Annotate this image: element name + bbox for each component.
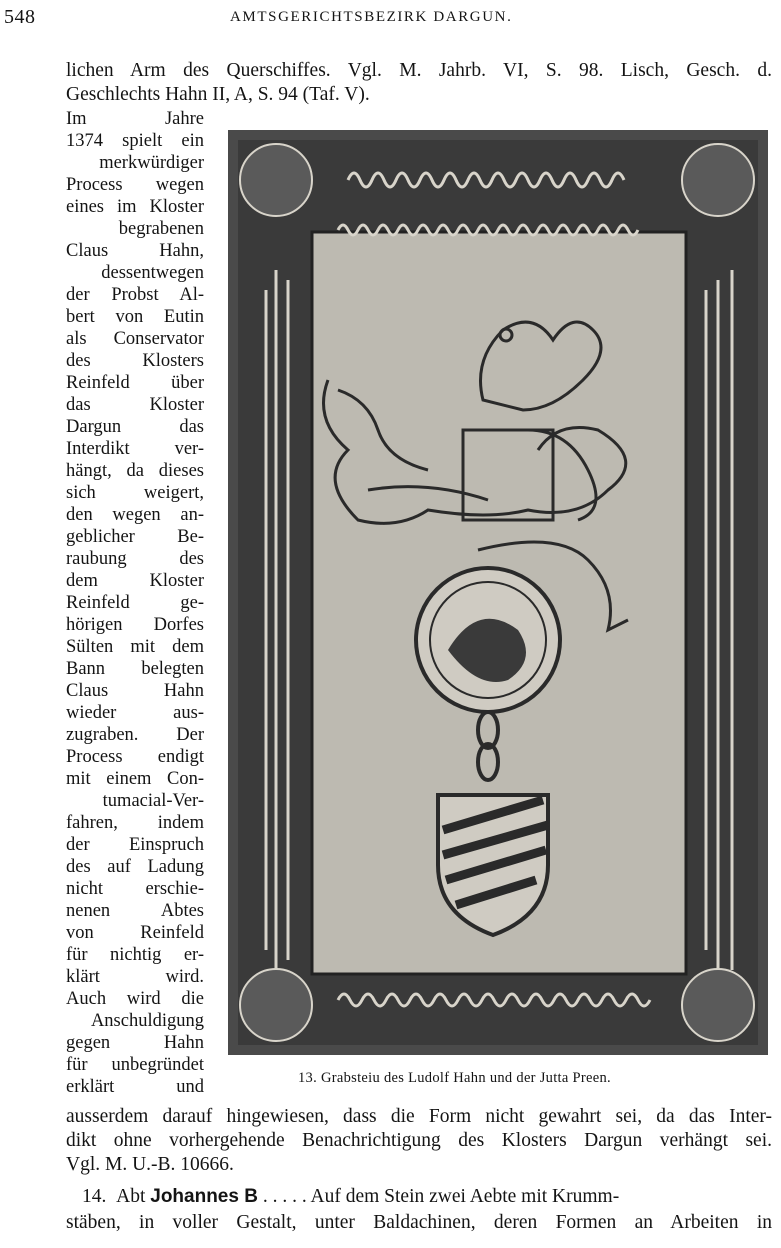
entry-prefix: Abt <box>116 1186 146 1207</box>
side-column-line: dem Kloster <box>66 571 204 591</box>
side-column-line: den wegen an- <box>66 505 204 525</box>
side-column-line: als Conservator <box>66 329 204 349</box>
side-column-line: hörigen Dorfes <box>66 615 204 635</box>
side-column-line: merkwürdiger <box>99 153 204 173</box>
side-column-line: Im Jahre <box>66 109 204 129</box>
page-header <box>0 6 781 32</box>
side-column-line: von Reinfeld <box>66 923 204 943</box>
side-column-line: bert von Eutin <box>66 307 204 327</box>
side-column-line: gegen Hahn <box>66 1033 204 1053</box>
side-column-line: erklärt und <box>66 1077 204 1097</box>
side-column-line: des auf Ladung <box>66 857 204 877</box>
continuation-line-1: ausserdem darauf hingewiesen, dass die Form nicht gewahrt sei, da das Inter- <box>66 1106 772 1127</box>
side-column-line: Sülten mit dem <box>66 637 204 657</box>
side-column-line: für unbegründet <box>66 1055 204 1075</box>
side-column-line: Bann belegten <box>66 659 204 679</box>
entry-name: Johannes B <box>150 1186 258 1207</box>
side-column-line: des Klosters <box>66 351 204 371</box>
side-column-line: dessentwegen <box>101 263 204 283</box>
side-column-line: mit einem Con- <box>66 769 204 789</box>
gravestone-image <box>228 130 768 1055</box>
side-column-line: tumacial-Ver- <box>102 791 204 811</box>
intro-line-2: Geschlechts Hahn II, A, S. 94 (Taf. V). <box>66 84 370 105</box>
side-column-line: Interdikt ver- <box>66 439 204 459</box>
entry-14-line-2: stäben, in voller Gestalt, unter Baldachinen, deren Formen an Arbeiten in <box>66 1212 772 1233</box>
side-column-line: wieder aus- <box>66 703 204 723</box>
side-column-line: der Probst Al- <box>66 285 204 305</box>
side-column-line: 1374 spielt ein <box>66 131 204 151</box>
side-column-line: Process wegen <box>66 175 204 195</box>
page-number: 548 <box>4 6 36 28</box>
side-column-line: Claus Hahn <box>66 681 204 701</box>
running-head: AMTSGERICHTSBEZIRK DARGUN. <box>230 9 513 25</box>
continuation-line-2: dikt ohne vorhergehende Benachrichtigung des Klosters Dargun verhängt sei. <box>66 1130 772 1151</box>
side-column-line: Anschuldigung <box>90 1011 204 1031</box>
side-column-line: nicht erschie- <box>66 879 204 899</box>
intro-line-1: lichen Arm des Querschiffes. Vgl. M. Jahrb. VI, S. 98. Lisch, Gesch. d. <box>66 60 772 81</box>
side-column-line: Dargun das <box>66 417 204 437</box>
gravestone-figure <box>228 130 768 1055</box>
side-column-line: zugraben. Der <box>66 725 204 745</box>
side-column-line: das Kloster <box>66 395 204 415</box>
side-column-line: begrabenen <box>118 219 204 239</box>
roundel <box>416 568 560 712</box>
side-column-line: für nichtig er- <box>66 945 204 965</box>
continuation-line-3: Vgl. M. U.-B. 10666. <box>66 1154 234 1175</box>
side-column-line: nenen Abtes <box>66 901 204 921</box>
entry-line1-rest: . . . . . Auf dem Stein zwei Aebte mit Krumm- <box>262 1186 620 1207</box>
side-column-line: Process endigt <box>66 747 204 767</box>
side-column-text <box>66 108 204 1098</box>
side-column-line: eines im Kloster <box>66 197 204 217</box>
entry-14-line-1 <box>82 1186 772 1208</box>
side-column-line: klärt wird. <box>66 967 204 987</box>
figure-caption: 13. Grabsteiu des Ludolf Hahn und der Jutta Preen. <box>298 1070 611 1086</box>
side-column-line: Reinfeld ge- <box>66 593 204 613</box>
side-column-line: fahren, indem <box>66 813 204 833</box>
side-column-line: Auch wird die <box>66 989 204 1009</box>
side-column-line: hängt, da dieses <box>66 461 204 481</box>
side-column-line: raubung des <box>66 549 204 569</box>
side-column-line: Reinfeld über <box>66 373 204 393</box>
side-column-line: geblicher Be- <box>66 527 204 547</box>
side-column-line: der Einspruch <box>66 835 204 855</box>
entry-number: 14. <box>82 1186 107 1207</box>
side-column-line: Claus Hahn, <box>66 241 204 261</box>
side-column-line: sich weigert, <box>66 483 204 503</box>
